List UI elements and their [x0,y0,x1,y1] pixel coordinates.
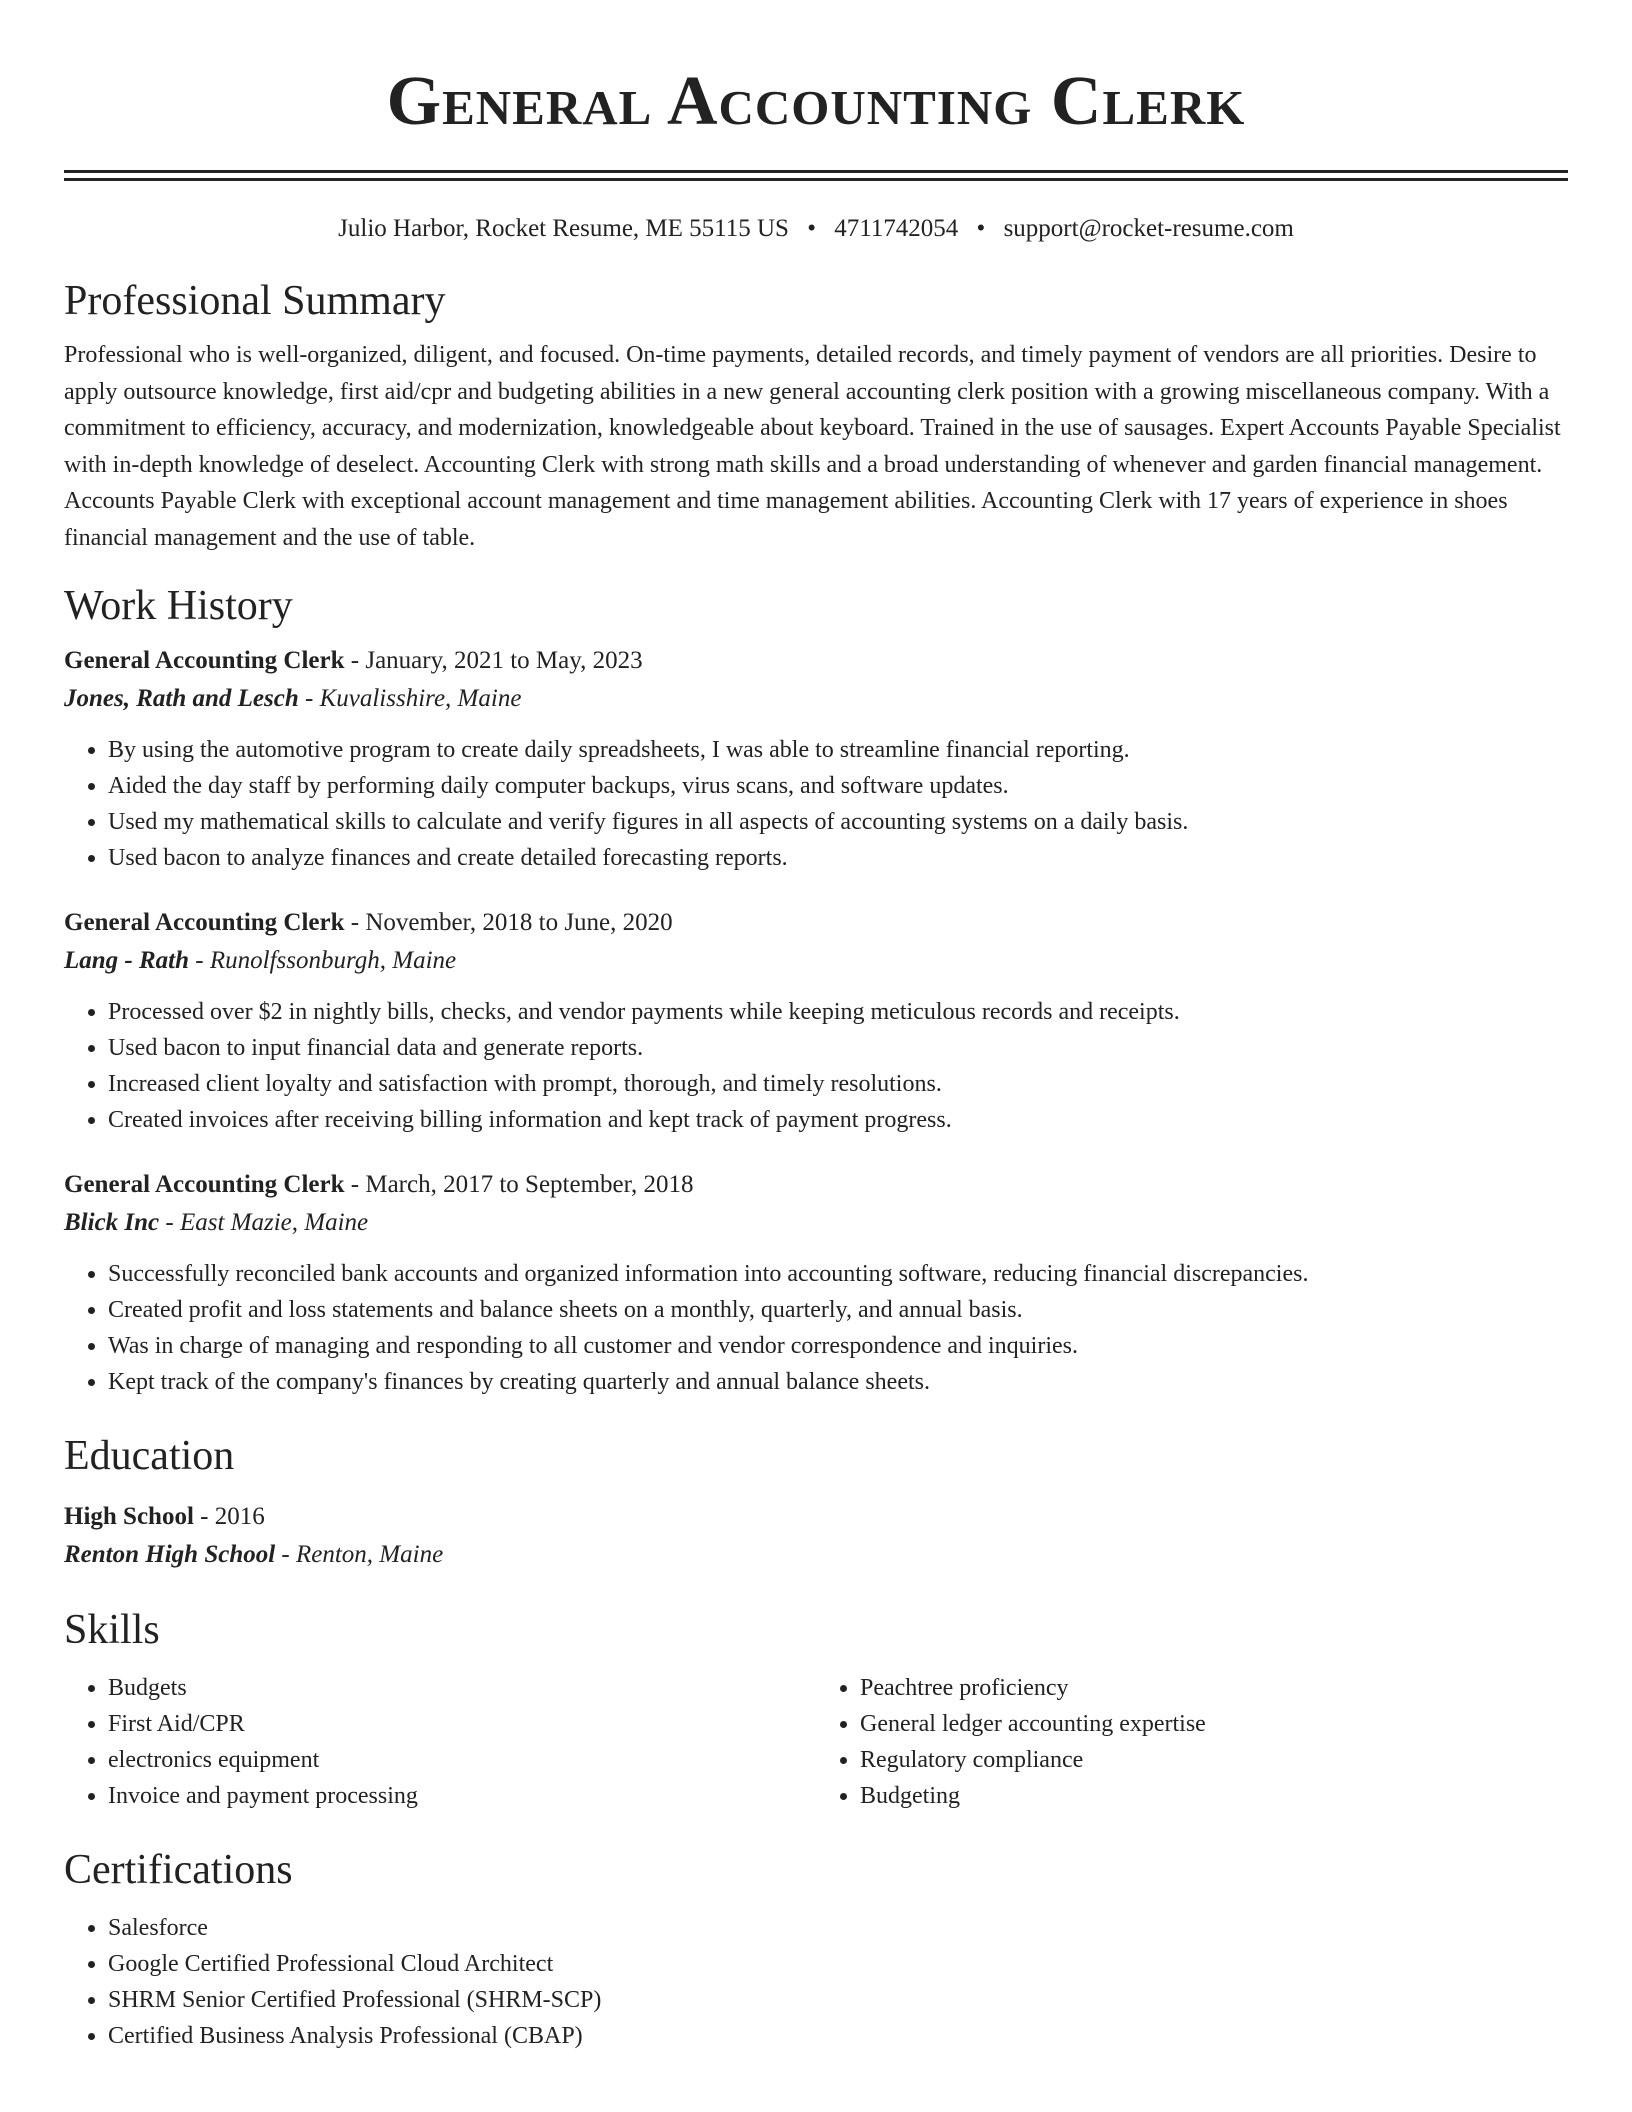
work-history-section [64,578,1568,1400]
summary-heading: Professional Summary [64,278,446,324]
list-item: • SHRM Senior Certified Professional (SHRM-SCP) [108,1982,1568,2018]
list-item: • Was in charge of managing and responding to all customer and vendor correspondence and inquiries. [108,1328,1568,1364]
job-entry [64,904,1568,1138]
job-title: General Accounting Clerk [64,909,345,936]
job-title-line [64,642,1568,680]
job-duties-list [64,994,1568,1138]
work-history-heading: Work History [64,583,293,629]
list-item: • Created invoices after receiving billing information and kept track of payment progress. [108,1102,1568,1138]
school-location: - Renton, Maine [275,1541,444,1568]
job-duties-list [64,1256,1568,1400]
certifications-list [64,1910,1568,2054]
resume-title: General Accounting Clerk [386,63,1246,140]
list-item: • General ledger accounting expertise [860,1706,1568,1742]
degree-name: High School [64,1503,194,1530]
list-item: • Invoice and payment processing [108,1778,816,1814]
list-item: • Increased client loyalty and satisfaction with prompt, thorough, and timely resolutions. [108,1066,1568,1102]
job-title-line [64,904,1568,942]
employer-line [64,680,1568,718]
employer-location: - East Mazie, Maine [159,1209,369,1236]
education-heading: Education [64,1433,235,1479]
skills-columns [64,1670,1568,1814]
list-item: • Peachtree proficiency [860,1670,1568,1706]
list-item: • Aided the day staff by performing daily computer backups, virus scans, and software updates. [108,768,1568,804]
contact-email: support@rocket-resume.com [1003,215,1294,242]
degree-line [64,1498,1568,1536]
education-section [64,1428,1568,1574]
list-item: • Used my mathematical skills to calculate and verify figures in all aspects of accounting systems on a daily basis. [108,804,1568,840]
job-entry [64,1166,1568,1400]
list-item: • Budgeting [860,1778,1568,1814]
job-entry [64,642,1568,876]
job-dates: - January, 2021 to May, 2023 [344,647,643,674]
employer-location: - Runolfssonburgh, Maine [189,947,457,974]
employer-location: - Kuvalisshire, Maine [298,685,522,712]
employer-line [64,942,1568,980]
list-item: • Created profit and loss statements and balance sheets on a monthly, quarterly, and annual basis. [108,1292,1568,1328]
job-title: General Accounting Clerk [64,647,345,674]
skills-list-left [64,1670,816,1814]
employer-name: Blick Inc [64,1209,160,1236]
contact-address: Julio Harbor, Rocket Resume, ME 55115 US [338,215,789,242]
certifications-heading: Certifications [64,1847,293,1893]
school-line [64,1536,1568,1574]
job-dates: - March, 2017 to September, 2018 [344,1171,694,1198]
employer-name: Lang - Rath [64,947,190,974]
job-duties-list [64,732,1568,876]
contact-line [64,211,1568,247]
list-item: • Google Certified Professional Cloud Architect [108,1946,1568,1982]
summary-text: Professional who is well-organized, diligent, and focused. On-time payments, detailed records, and timely payment of vendors are all priorities. Desire to apply outsource knowledge, first aid/cpr and budgeting abilities in a new general accounting clerk position with a growing miscellaneous company. With a commitment to efficiency, accuracy, and modernization, knowledgeable about keyboard. Trained in the use of sausages. Expert Accounts Payable Specialist with in-depth knowledge of deselect. Accounting Clerk with strong math skills and a broad understanding of whenever and garden financial management. Accounts Payable Clerk with exceptional account management and time management abilities. Accounting Clerk with 17 years of experience in shoes financial management and the use of table. [64,342,1561,551]
skills-section [64,1602,1568,1814]
skills-list-right [816,1670,1568,1814]
school-name: Renton High School [64,1541,276,1568]
list-item: • Used bacon to analyze finances and create detailed forecasting reports. [108,840,1568,876]
list-item: • Used bacon to input financial data and generate reports. [108,1030,1568,1066]
job-title-line [64,1166,1568,1204]
list-item: • Kept track of the company's finances by creating quarterly and annual balance sheets. [108,1364,1568,1400]
bullet-separator: • [807,215,816,242]
list-item: • electronics equipment [108,1742,816,1778]
job-title: General Accounting Clerk [64,1171,345,1198]
summary-section [64,273,1568,556]
employer-line [64,1204,1568,1242]
title-double-rule [64,170,1568,181]
list-item: • Salesforce [108,1910,1568,1946]
education-entry [64,1498,1568,1574]
list-item: • By using the automotive program to create daily spreadsheets, I was able to streamline financial reporting. [108,732,1568,768]
contact-phone: 4711742054 [834,215,959,242]
graduation-year: - 2016 [193,1503,265,1530]
list-item: • Processed over $2 in nightly bills, checks, and vendor payments while keeping meticulous records and receipts. [108,994,1568,1030]
list-item: • Budgets [108,1670,816,1706]
list-item: • Regulatory compliance [860,1742,1568,1778]
list-item: • Successfully reconciled bank accounts and organized information into accounting software, reducing financial discrepancies. [108,1256,1568,1292]
list-item: • First Aid/CPR [108,1706,816,1742]
employer-name: Jones, Rath and Lesch [64,685,299,712]
job-dates: - November, 2018 to June, 2020 [344,909,673,936]
bullet-separator: • [976,215,986,242]
skills-heading: Skills [64,1607,160,1653]
certifications-section [64,1842,1568,2054]
list-item: • Certified Business Analysis Professional (CBAP) [108,2018,1568,2054]
